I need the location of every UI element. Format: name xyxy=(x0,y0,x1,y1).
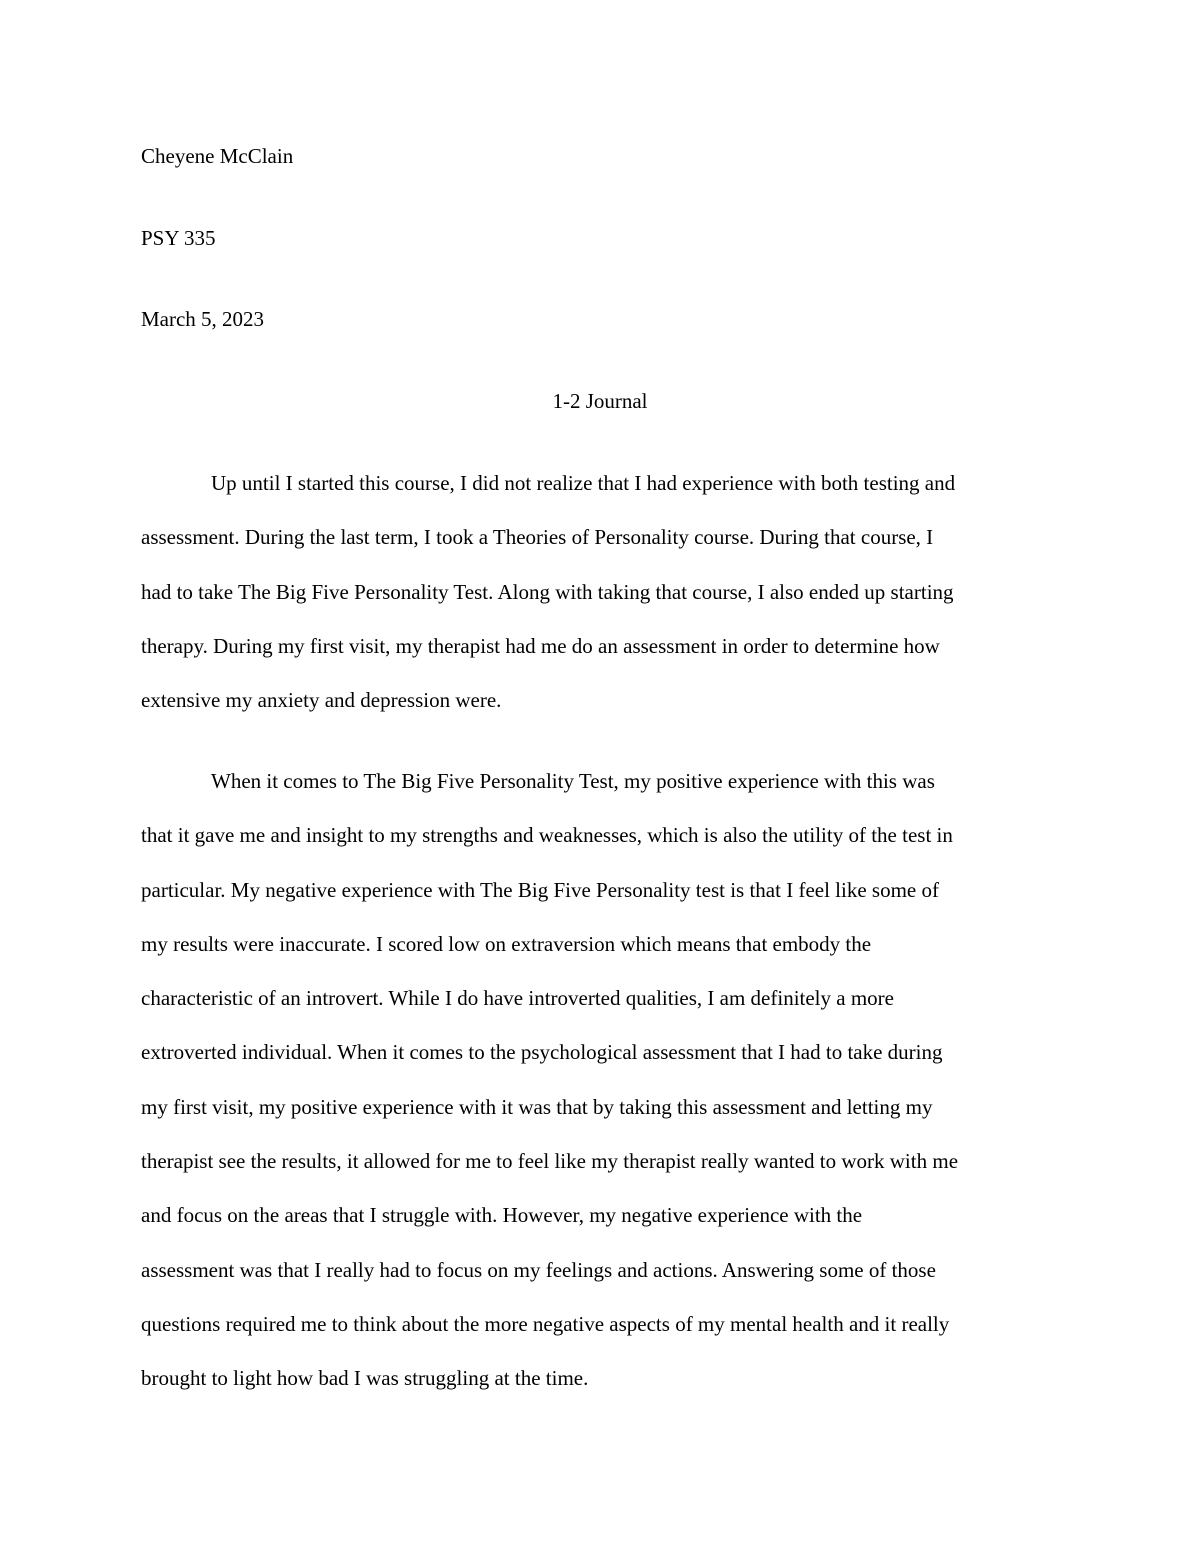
paragraph-line: therapy. During my first visit, my therapist had me do an assessment in order to determine how xyxy=(141,633,940,658)
paragraph-1 xyxy=(141,456,1069,727)
document-date: March 5, 2023 xyxy=(141,307,265,331)
paragraph-line: When it comes to The Big Five Personality Test, my positive experience with this was xyxy=(211,769,935,793)
author-name: Cheyene McClain xyxy=(141,144,294,168)
paragraph-line: had to take The Big Five Personality Test. Along with taking that course, I also ended up starting xyxy=(141,579,954,604)
paragraph-line: therapist see the results, it allowed for me to feel like my therapist really wanted to work with me xyxy=(141,1149,959,1174)
paragraph-line: my results were inaccurate. I scored low on extraversion which means that embody the xyxy=(141,931,872,956)
paragraph-line: and focus on the areas that I struggle with. However, my negative experience with the xyxy=(141,1203,863,1228)
paragraph-line: extensive my anxiety and depression were. xyxy=(141,688,502,713)
paragraph-line: questions required me to think about the more negative aspects of my mental health and it really xyxy=(141,1311,950,1336)
paragraph-2 xyxy=(141,754,1069,1406)
paragraph-line: assessment was that I really had to focus on my feelings and actions. Answering some of those xyxy=(141,1257,936,1282)
paragraph-line: particular. My negative experience with The Big Five Personality test is that I feel like some of xyxy=(141,877,939,902)
paragraph-line: that it gave me and insight to my strengths and weaknesses, which is also the utility of the test in xyxy=(141,823,953,848)
paragraph-line: assessment. During the last term, I took a Theories of Personality course. During that course, I xyxy=(141,525,934,550)
paragraph-line: brought to light how bad I was struggling at the time. xyxy=(141,1366,589,1391)
paragraph-line: extroverted individual. When it comes to the psychological assessment that I had to take during xyxy=(141,1040,943,1065)
paragraph-line: characteristic of an introvert. While I do have introverted qualities, I am definitely a more xyxy=(141,986,894,1011)
paragraph-line: my first visit, my positive experience with it was that by taking this assessment and letting my xyxy=(141,1094,933,1119)
document-title: 1-2 Journal xyxy=(552,389,648,413)
course-code: PSY 335 xyxy=(141,226,216,250)
paragraph-line: Up until I started this course, I did not realize that I had experience with both testing and xyxy=(211,471,956,495)
